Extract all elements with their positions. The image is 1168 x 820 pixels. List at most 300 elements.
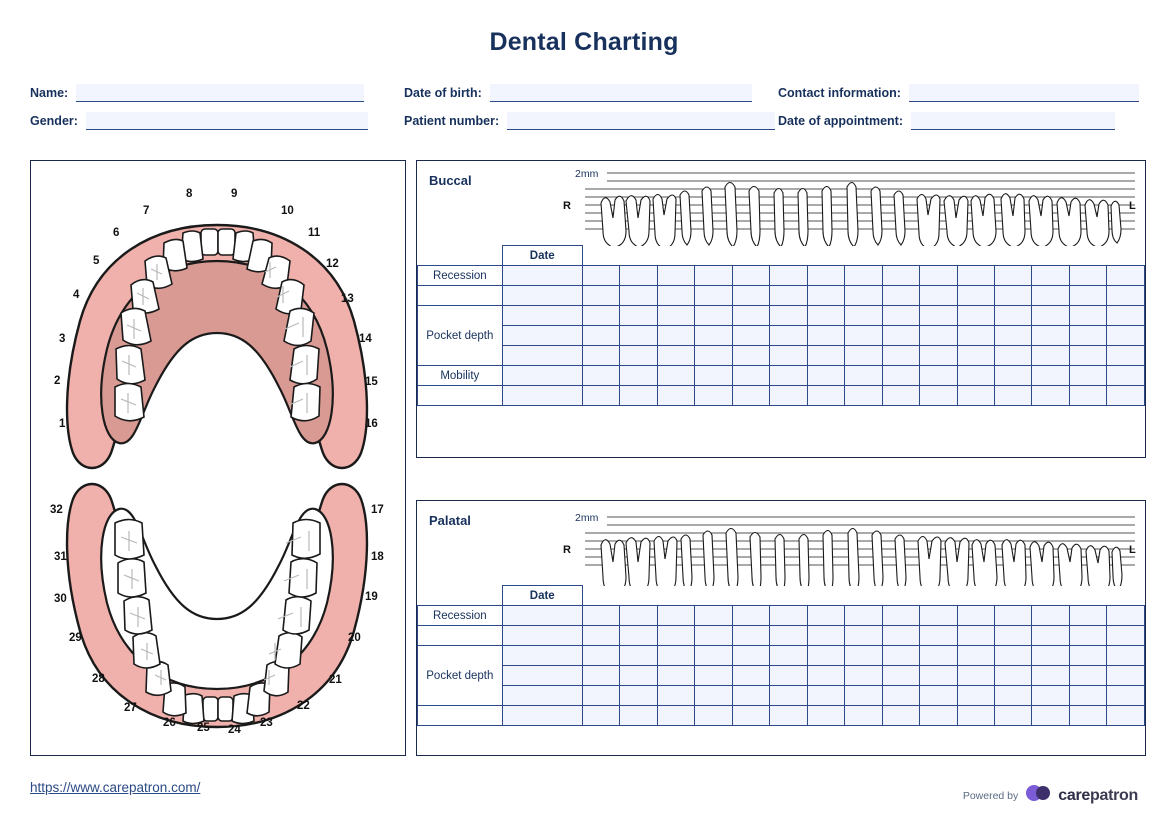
tooth-number-28: 28 [92,673,105,685]
palatal-recession-cell-10[interactable] [920,606,957,626]
palatal-pd1-cell-15[interactable] [1107,646,1145,666]
tooth-number-6: 6 [113,227,120,239]
buccal-mobility-b-cell-8[interactable] [845,386,882,406]
buccal-pocket-depth-row-3[interactable] [418,346,1145,366]
tooth-number-20: 20 [348,632,361,644]
palatal-pd1-cell-11[interactable] [957,646,994,666]
tooth-number-25: 25 [197,722,210,734]
field-name [30,84,404,102]
buccal-pd2-date-cell[interactable] [502,326,582,346]
palatal-recession-b-cell-3[interactable] [657,626,694,646]
palatal-pocket-depth-row-3[interactable] [418,686,1145,706]
field-date-of-appointment-input[interactable] [911,112,1115,130]
carepatron-wordmark [1058,787,1138,805]
palatal-extra-cell-11[interactable] [957,706,994,726]
tooth-number-23: 23 [260,717,273,729]
tooth-number-4: 4 [73,289,80,301]
buccal-recession-cell-15[interactable] [1107,266,1145,286]
palatal-recession-b-cell-7[interactable] [807,626,844,646]
buccal-recession-cell-2[interactable] [620,266,657,286]
palatal-pd2-cell-10[interactable] [920,666,957,686]
buccal-mobility-b-cell-14[interactable] [1069,386,1106,406]
buccal-recession-b-cell-7[interactable] [807,286,844,306]
palatal-recession-date-cell[interactable] [502,606,582,626]
buccal-recession-b-cell-5[interactable] [732,286,769,306]
palatal-recession-cell-1[interactable] [582,606,619,626]
palatal-date-spacer [582,586,1144,606]
buccal-mobility-b-cell-7[interactable] [807,386,844,406]
palatal-panel [416,500,1146,756]
buccal-pd2-cell-11[interactable] [957,326,994,346]
buccal-mobility-b-cell-11[interactable] [957,386,994,406]
palatal-pd1-date-cell[interactable] [502,646,582,666]
buccal-mobility-cell-1[interactable] [582,366,619,386]
palatal-pd3-cell-8[interactable] [845,686,882,706]
buccal-pd2-cell-8[interactable] [845,326,882,346]
palatal-pd2-cell-5[interactable] [732,666,769,686]
tooth-number-18: 18 [371,551,384,563]
buccal-recession-cell-5[interactable] [732,266,769,286]
buccal-perio-table[interactable] [417,245,1145,406]
carepatron-link[interactable]: https://www.carepatron.com/ [30,780,201,795]
tooth-number-1: 1 [59,418,66,430]
buccal-mobility-cell-5[interactable] [732,366,769,386]
palatal-recession-b-cell-12[interactable] [995,626,1032,646]
buccal-pd3-date-cell[interactable] [502,346,582,366]
palatal-pd2-cell-4[interactable] [695,666,732,686]
palatal-pd3-cell-12[interactable] [995,686,1032,706]
tooth-number-30: 30 [54,593,67,605]
buccal-left-label: L [1129,200,1136,212]
buccal-pd2-cell-12[interactable] [995,326,1032,346]
buccal-pd3-cell-5[interactable] [732,346,769,366]
palatal-extra-cell-7[interactable] [807,706,844,726]
palatal-recession-row[interactable] [418,606,1145,626]
palatal-pd3-cell-10[interactable] [920,686,957,706]
buccal-pocket-depth-row-2[interactable] [418,326,1145,346]
palatal-pd1-cell-7[interactable] [807,646,844,666]
buccal-pd1-date-cell[interactable] [502,306,582,326]
buccal-recession-cell-14[interactable] [1069,266,1106,286]
palatal-recession-b-cell-1[interactable] [582,626,619,646]
buccal-pd2-cell-5[interactable] [732,326,769,346]
palatal-extra-cell-1[interactable] [582,706,619,726]
tooth-number-15: 15 [365,376,378,388]
buccal-pd1-cell-11[interactable] [957,306,994,326]
tooth-number-7: 7 [143,205,150,217]
palatal-recession-b-cell-8[interactable] [845,626,882,646]
palatal-pd2-cell-9[interactable] [882,666,919,686]
buccal-pd1-cell-9[interactable] [882,306,919,326]
buccal-pd3-cell-15[interactable] [1107,346,1145,366]
brand-patron: patron [1090,786,1138,804]
buccal-mobility-cell-4[interactable] [695,366,732,386]
buccal-date-row[interactable] [418,246,1145,266]
buccal-mobility-row[interactable] [418,366,1145,386]
palatal-extra-cell-2[interactable] [620,706,657,726]
buccal-recession-cell-6[interactable] [770,266,807,286]
buccal-recession-cell-10[interactable] [920,266,957,286]
buccal-recession-b-cell-2[interactable] [620,286,657,306]
tooth-number-9: 9 [231,188,238,200]
buccal-recession-label: Recession [418,266,503,286]
tooth-number-22: 22 [297,700,310,712]
field-date-of-birth-label: Date of birth: [404,86,482,100]
palatal-pd1-cell-14[interactable] [1069,646,1106,666]
buccal-pd2-cell-6[interactable] [770,326,807,346]
buccal-recession-b-cell-12[interactable] [995,286,1032,306]
tooth-number-26: 26 [163,717,176,729]
buccal-pd2-cell-13[interactable] [1032,326,1069,346]
palatal-pd2-cell-2[interactable] [620,666,657,686]
palatal-pd2-cell-6[interactable] [770,666,807,686]
palatal-perio-table[interactable] [417,585,1145,726]
buccal-pd1-cell-14[interactable] [1069,306,1106,326]
tooth-number-17: 17 [371,504,384,516]
field-contact-information-label: Contact information: [778,86,901,100]
palatal-pd1-cell-3[interactable] [657,646,694,666]
field-name-input[interactable] [76,84,364,102]
palatal-pd1-cell-6[interactable] [770,646,807,666]
buccal-pd3-cell-13[interactable] [1032,346,1069,366]
buccal-pd3-cell-4[interactable] [695,346,732,366]
palatal-pd3-cell-13[interactable] [1032,686,1069,706]
tooth-number-27: 27 [124,702,137,714]
buccal-pd1-cell-12[interactable] [995,306,1032,326]
palatal-pd2-cell-15[interactable] [1107,666,1145,686]
palatal-recession-b-cell-9[interactable] [882,626,919,646]
palatal-pd1-cell-4[interactable] [695,646,732,666]
buccal-pd3-cell-8[interactable] [845,346,882,366]
palatal-recession-cell-15[interactable] [1107,606,1145,626]
palatal-pd3-cell-5[interactable] [732,686,769,706]
palatal-recession-b-date-cell[interactable] [502,626,582,646]
palatal-pd3-cell-2[interactable] [620,686,657,706]
palatal-recession-b-cell-4[interactable] [695,626,732,646]
buccal-pd1-cell-6[interactable] [770,306,807,326]
buccal-mobility-b-cell-15[interactable] [1107,386,1145,406]
palatal-pd3-date-cell[interactable] [502,686,582,706]
palatal-pd3-cell-1[interactable] [582,686,619,706]
palatal-recession-label-b [418,626,503,646]
buccal-recession-b-cell-9[interactable] [882,286,919,306]
palatal-pd3-cell-11[interactable] [957,686,994,706]
field-gender-input[interactable] [86,112,368,130]
buccal-pd3-cell-14[interactable] [1069,346,1106,366]
buccal-pd3-cell-9[interactable] [882,346,919,366]
mouth-diagram-svg [31,161,403,753]
palatal-recession-cell-5[interactable] [732,606,769,626]
buccal-pd1-cell-3[interactable] [657,306,694,326]
palatal-recession-cell-11[interactable] [957,606,994,626]
buccal-mobility-cell-8[interactable] [845,366,882,386]
palatal-extra-label [418,706,503,726]
buccal-pd1-cell-1[interactable] [582,306,619,326]
palatal-recession-cell-6[interactable] [770,606,807,626]
palatal-recession-b-cell-5[interactable] [732,626,769,646]
buccal-pd1-cell-15[interactable] [1107,306,1145,326]
buccal-recession-cell-1[interactable] [582,266,619,286]
buccal-pd3-cell-2[interactable] [620,346,657,366]
tooth-number-29: 29 [69,632,82,644]
buccal-mobility-b-cell-12[interactable] [995,386,1032,406]
tooth-number-13: 13 [341,293,354,305]
palatal-recession-cell-8[interactable] [845,606,882,626]
buccal-pd2-cell-7[interactable] [807,326,844,346]
buccal-recession-b-cell-11[interactable] [957,286,994,306]
field-patient-number [404,112,778,130]
tooth-number-32: 32 [50,504,63,516]
palatal-pd1-cell-2[interactable] [620,646,657,666]
palatal-pd1-cell-1[interactable] [582,646,619,666]
palatal-recession-cell-7[interactable] [807,606,844,626]
buccal-mobility-label: Mobility [418,366,503,386]
palatal-pd1-cell-10[interactable] [920,646,957,666]
buccal-mobility-b-cell-4[interactable] [695,386,732,406]
palatal-recession-row-b[interactable] [418,626,1145,646]
buccal-pd3-cell-7[interactable] [807,346,844,366]
buccal-pd1-cell-4[interactable] [695,306,732,326]
palatal-pd2-cell-14[interactable] [1069,666,1106,686]
buccal-mobility-label-b [418,386,503,406]
tooth-number-31: 31 [54,551,67,563]
palatal-pd3-cell-7[interactable] [807,686,844,706]
buccal-mobility-b-cell-9[interactable] [882,386,919,406]
patient-fields [30,84,1144,140]
buccal-mobility-cell-13[interactable] [1032,366,1069,386]
palatal-recession-cell-9[interactable] [882,606,919,626]
buccal-recession-b-cell-13[interactable] [1032,286,1069,306]
palatal-pd3-cell-4[interactable] [695,686,732,706]
buccal-pd3-cell-6[interactable] [770,346,807,366]
palatal-recession-b-cell-10[interactable] [920,626,957,646]
palatal-recession-b-cell-14[interactable] [1069,626,1106,646]
tooth-number-3: 3 [59,333,66,345]
mouth-diagram-panel [30,160,406,756]
palatal-recession-cell-14[interactable] [1069,606,1106,626]
buccal-mobility-b-cell-2[interactable] [620,386,657,406]
buccal-pd1-cell-13[interactable] [1032,306,1069,326]
palatal-extra-cell-8[interactable] [845,706,882,726]
palatal-recession-b-cell-15[interactable] [1107,626,1145,646]
palatal-extra-cell-13[interactable] [1032,706,1069,726]
field-date-of-birth [404,84,778,102]
palatal-pd1-cell-13[interactable] [1032,646,1069,666]
palatal-recession-cell-3[interactable] [657,606,694,626]
palatal-recession-label: Recession [418,606,503,626]
buccal-pd1-cell-8[interactable] [845,306,882,326]
tooth-number-2: 2 [54,375,61,387]
buccal-mobility-cell-11[interactable] [957,366,994,386]
palatal-pd3-cell-14[interactable] [1069,686,1106,706]
palatal-extra-cell-15[interactable] [1107,706,1145,726]
palatal-pd1-cell-9[interactable] [882,646,919,666]
palatal-pd1-cell-5[interactable] [732,646,769,666]
buccal-pd3-cell-1[interactable] [582,346,619,366]
tooth-number-11: 11 [308,227,321,239]
buccal-pd3-cell-3[interactable] [657,346,694,366]
tooth-number-21: 21 [329,674,342,686]
buccal-recession-b-cell-6[interactable] [770,286,807,306]
buccal-recession-b-cell-8[interactable] [845,286,882,306]
palatal-recession-b-cell-6[interactable] [770,626,807,646]
palatal-pd2-cell-11[interactable] [957,666,994,686]
buccal-mobility-cell-12[interactable] [995,366,1032,386]
palatal-pd1-cell-8[interactable] [845,646,882,666]
palatal-left-label: L [1129,544,1136,556]
buccal-pocket-depth-row-1[interactable] [418,306,1145,326]
buccal-pd2-cell-15[interactable] [1107,326,1145,346]
palatal-recession-cell-4[interactable] [695,606,732,626]
palatal-pd1-cell-12[interactable] [995,646,1032,666]
buccal-recession-b-cell-10[interactable] [920,286,957,306]
buccal-pd2-cell-3[interactable] [657,326,694,346]
buccal-mobility-b-date-cell[interactable] [502,386,582,406]
brand-care: care [1058,786,1091,804]
palatal-scale-label: 2mm [575,512,599,524]
buccal-mobility-row-b[interactable] [418,386,1145,406]
buccal-mobility-cell-3[interactable] [657,366,694,386]
buccal-mobility-b-cell-10[interactable] [920,386,957,406]
buccal-mobility-b-cell-1[interactable] [582,386,619,406]
buccal-recession-b-cell-4[interactable] [695,286,732,306]
field-contact-information-input[interactable] [909,84,1139,102]
buccal-recession-b-cell-14[interactable] [1069,286,1106,306]
buccal-pd1-cell-10[interactable] [920,306,957,326]
buccal-recession-b-cell-15[interactable] [1107,286,1145,306]
buccal-recession-cell-11[interactable] [957,266,994,286]
buccal-pd2-cell-14[interactable] [1069,326,1106,346]
field-gender-label: Gender: [30,114,78,128]
buccal-recession-row[interactable] [418,266,1145,286]
palatal-extra-cell-3[interactable] [657,706,694,726]
buccal-mobility-date-cell[interactable] [502,366,582,386]
palatal-extra-cell-9[interactable] [882,706,919,726]
buccal-mobility-cell-6[interactable] [770,366,807,386]
palatal-pd2-cell-12[interactable] [995,666,1032,686]
buccal-mobility-b-cell-5[interactable] [732,386,769,406]
buccal-recession-cell-12[interactable] [995,266,1032,286]
field-date-of-appointment [778,112,1144,130]
palatal-pd2-cell-1[interactable] [582,666,619,686]
buccal-recession-label-b [418,286,503,306]
buccal-pd1-cell-2[interactable] [620,306,657,326]
buccal-recession-b-cell-3[interactable] [657,286,694,306]
buccal-recession-date-cell[interactable] [502,266,582,286]
buccal-mobility-cell-2[interactable] [620,366,657,386]
tooth-number-16: 16 [365,418,378,430]
palatal-recession-b-cell-2[interactable] [620,626,657,646]
buccal-recession-b-cell-1[interactable] [582,286,619,306]
field-contact-information [778,84,1144,102]
palatal-pd3-cell-9[interactable] [882,686,919,706]
buccal-mobility-b-cell-3[interactable] [657,386,694,406]
buccal-mobility-cell-7[interactable] [807,366,844,386]
buccal-pd1-cell-5[interactable] [732,306,769,326]
buccal-recession-cell-8[interactable] [845,266,882,286]
field-patient-number-label: Patient number: [404,114,500,128]
buccal-pd1-cell-7[interactable] [807,306,844,326]
buccal-mobility-b-cell-13[interactable] [1032,386,1069,406]
palatal-extra-cell-12[interactable] [995,706,1032,726]
buccal-pd3-cell-10[interactable] [920,346,957,366]
buccal-pd2-cell-9[interactable] [882,326,919,346]
palatal-extra-cell-6[interactable] [770,706,807,726]
buccal-recession-row-b[interactable] [418,286,1145,306]
palatal-pd2-cell-3[interactable] [657,666,694,686]
buccal-pd2-cell-1[interactable] [582,326,619,346]
palatal-pocket-depth-label: Pocket depth [418,646,503,706]
buccal-pd2-cell-10[interactable] [920,326,957,346]
buccal-blank-header [418,246,503,266]
field-date-of-birth-input[interactable] [490,84,752,102]
buccal-scale-label: 2mm [575,168,599,180]
tooth-number-14: 14 [359,333,372,345]
powered-by-carepatron [963,782,1138,809]
buccal-recession-b-date-cell[interactable] [502,286,582,306]
palatal-pocket-depth-row-1[interactable] [418,646,1145,666]
buccal-section-label: Buccal [429,173,472,188]
lower-arch [67,484,367,727]
tooth-number-24: 24 [228,724,241,736]
palatal-recession-b-cell-11[interactable] [957,626,994,646]
field-gender [30,112,404,130]
palatal-recession-cell-12[interactable] [995,606,1032,626]
palatal-pd3-cell-15[interactable] [1107,686,1145,706]
palatal-date-header: Date [502,586,582,606]
palatal-pd2-date-cell[interactable] [502,666,582,686]
buccal-mobility-cell-10[interactable] [920,366,957,386]
buccal-recession-cell-4[interactable] [695,266,732,286]
palatal-extra-date-cell[interactable] [502,706,582,726]
buccal-recession-cell-7[interactable] [807,266,844,286]
palatal-pd2-cell-7[interactable] [807,666,844,686]
palatal-recession-cell-13[interactable] [1032,606,1069,626]
palatal-extra-cell-5[interactable] [732,706,769,726]
patient-fields-row-1 [30,84,1144,102]
buccal-pd2-cell-2[interactable] [620,326,657,346]
palatal-pd3-cell-6[interactable] [770,686,807,706]
palatal-date-row[interactable] [418,586,1145,606]
palatal-pd2-cell-13[interactable] [1032,666,1069,686]
field-name-label: Name: [30,86,69,100]
buccal-mobility-cell-14[interactable] [1069,366,1106,386]
buccal-mobility-cell-15[interactable] [1107,366,1145,386]
buccal-recession-cell-13[interactable] [1032,266,1069,286]
palatal-extra-cell-14[interactable] [1069,706,1106,726]
palatal-pd3-cell-3[interactable] [657,686,694,706]
palatal-pocket-depth-row-2[interactable] [418,666,1145,686]
tooth-number-10: 10 [281,205,294,217]
buccal-pd3-cell-11[interactable] [957,346,994,366]
buccal-recession-cell-9[interactable] [882,266,919,286]
palatal-pd2-cell-8[interactable] [845,666,882,686]
palatal-extra-cell-4[interactable] [695,706,732,726]
palatal-recession-cell-2[interactable] [620,606,657,626]
field-patient-number-input[interactable] [507,112,775,130]
buccal-recession-cell-3[interactable] [657,266,694,286]
upper-arch [67,225,367,468]
buccal-mobility-cell-9[interactable] [882,366,919,386]
buccal-pd2-cell-4[interactable] [695,326,732,346]
buccal-date-spacer [582,246,1144,266]
buccal-mobility-b-cell-6[interactable] [770,386,807,406]
palatal-extra-cell-10[interactable] [920,706,957,726]
palatal-extra-row[interactable] [418,706,1145,726]
field-date-of-appointment-label: Date of appointment: [778,114,903,128]
palatal-recession-b-cell-13[interactable] [1032,626,1069,646]
buccal-pd3-cell-12[interactable] [995,346,1032,366]
